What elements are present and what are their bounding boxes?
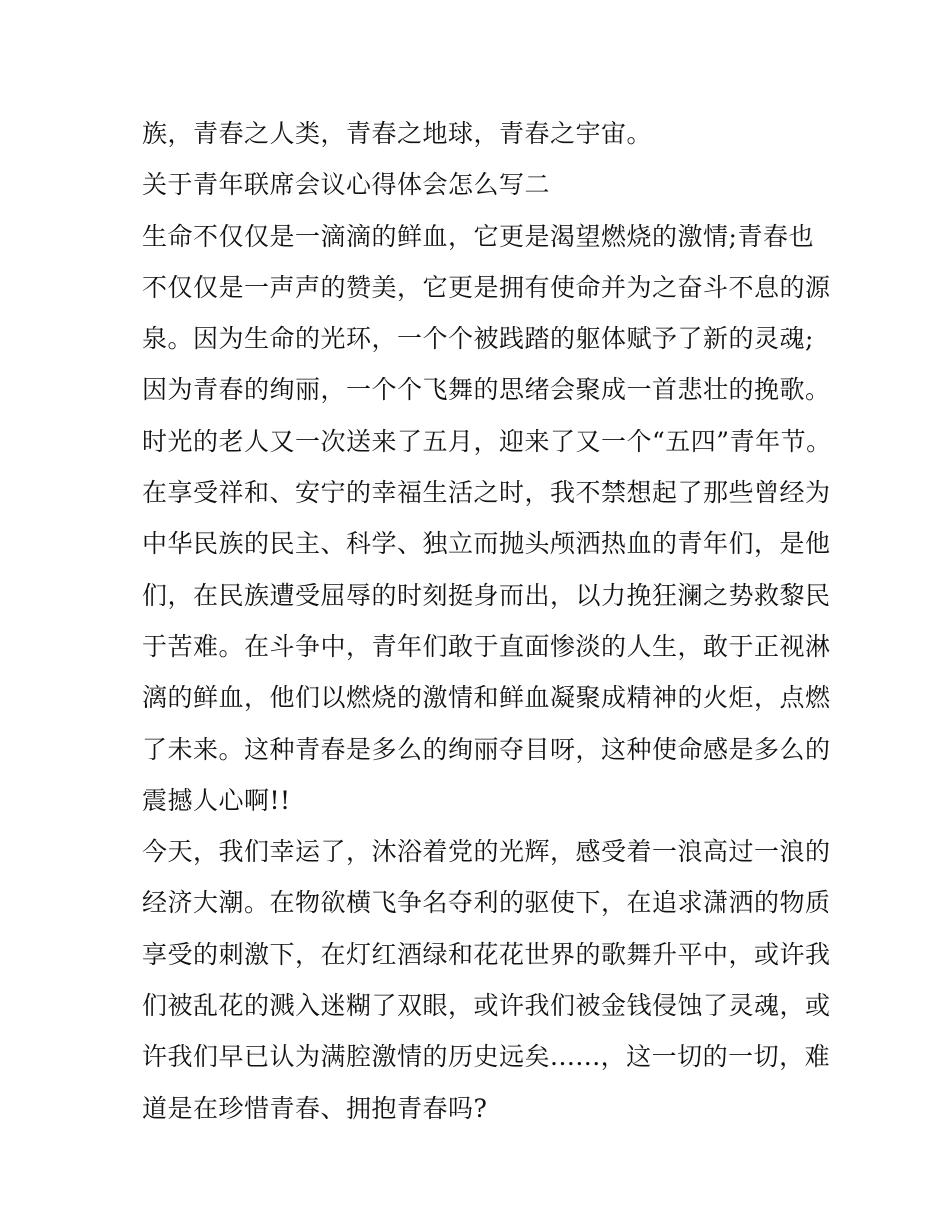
- text-line: 们，在民族遭受屈辱的时刻挺身而出，以力挽狂澜之势救黎民: [142, 580, 831, 610]
- text-line: 族，青春之人类，青春之地球，青春之宇宙。: [142, 119, 653, 148]
- text-line: 于苦难。在斗争中，青年们敢于直面惨淡的人生，敢于正视淋: [142, 631, 831, 661]
- text-line: 们被乱花的溅入迷糊了双眼，或许我们被金钱侵蚀了灵魂，或: [142, 991, 831, 1021]
- text-line: 因为青春的绚丽，一个个飞舞的思绪会聚成一首悲壮的挽歌。: [142, 375, 831, 405]
- text-line: 生命不仅仅是一滴滴的鲜血，它更是渴望燃烧的激情;青春也: [142, 221, 814, 251]
- text-line: 泉。因为生命的光环，一个个被践踏的躯体赋予了新的灵魂;: [142, 324, 814, 354]
- text-line: 在享受祥和、安宁的幸福生活之时，我不禁想起了那些曾经为: [142, 478, 831, 508]
- text-line: 时光的老人又一次送来了五月，迎来了又一个“五四”青年节。: [142, 426, 832, 456]
- text-line: 不仅仅是一声声的赞美，它更是拥有使命并为之奋斗不息的源: [142, 272, 831, 302]
- text-line: 今天，我们幸运了，沐浴着党的光辉，感受着一浪高过一浪的: [142, 837, 831, 867]
- text-line: 了未来。这种青春是多么的绚丽夺目呀，这种使命感是多么的: [142, 734, 831, 764]
- text-line: 经济大潮。在物欲横飞争名夺利的驱使下，在追求潇洒的物质: [142, 888, 831, 918]
- body-text: [142, 108, 832, 1134]
- text-line: 中华民族的民主、科学、独立而抛头颅洒热血的青年们，是他: [142, 529, 831, 559]
- section-heading: 关于青年联席会议心得体会怎么写二: [142, 170, 551, 200]
- text-line: 许我们早已认为满腔激情的历史远矣......，这一切的一切，难: [142, 1042, 831, 1072]
- text-line: 享受的刺激下，在灯红酒绿和花花世界的歌舞升平中，或许我: [142, 939, 831, 969]
- text-line: 漓的鲜血，他们以燃烧的激情和鲜血凝聚成精神的火炬，点燃: [142, 683, 831, 713]
- text-line: 震撼人心啊!!: [142, 785, 291, 815]
- text-line: 道是在珍惜青春、拥抱青春吗?: [142, 1093, 488, 1123]
